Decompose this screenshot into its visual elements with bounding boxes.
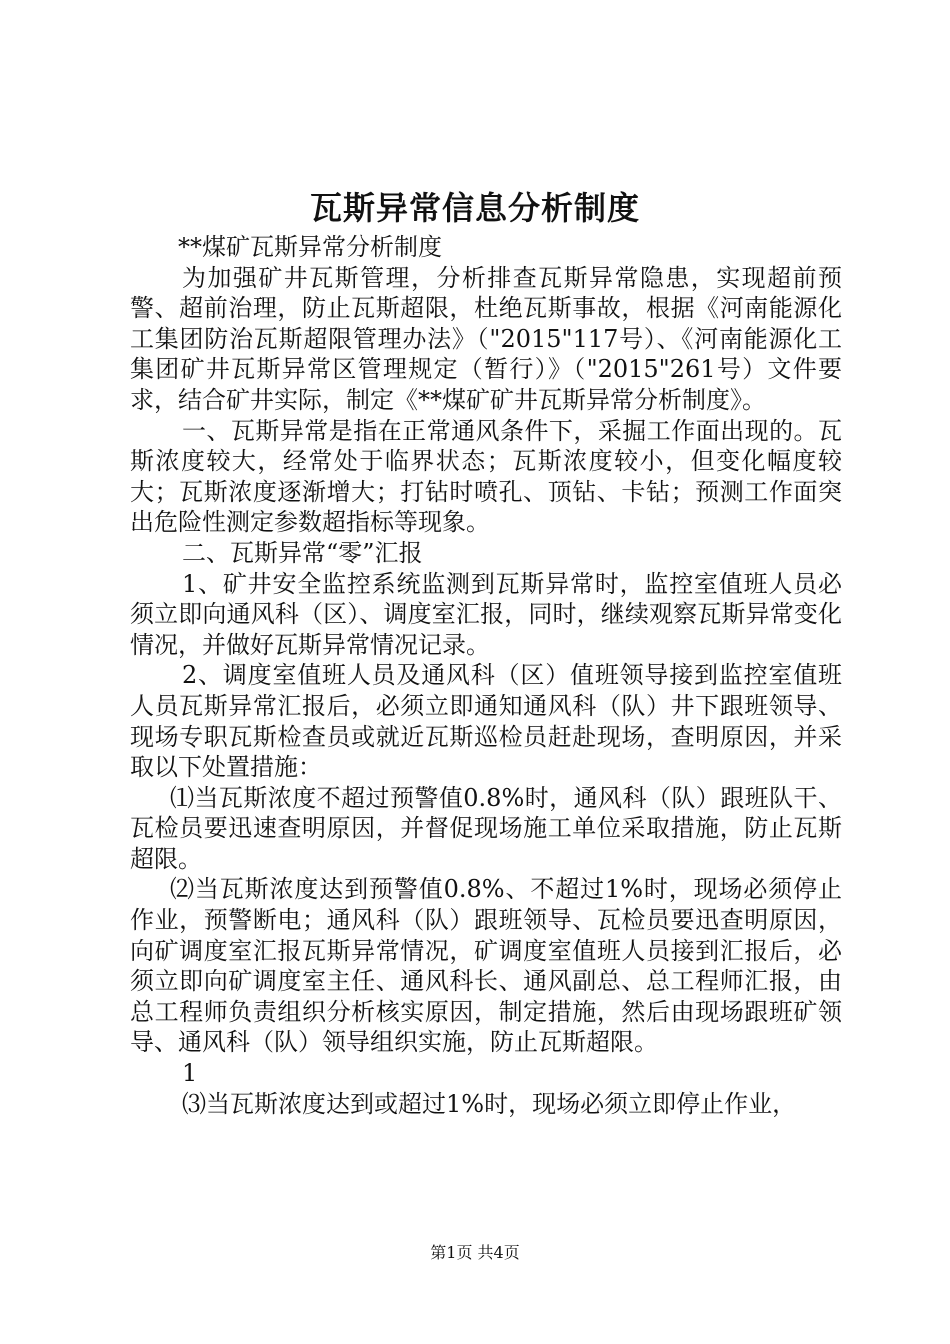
paragraph-subtitle: **煤矿瓦斯异常分析制度 bbox=[178, 233, 442, 261]
paragraph-section-1: 一、瓦斯异常是指在正常通风条件下，采掘工作面出现的。瓦斯浓度较大，经常处于临界状态；瓦斯浓度较小，但变化幅度较大；瓦斯浓度逐渐增大；打钻时喷孔、顶钻、卡钻；预测工作面突出危险性测定参数超指标等现象。 bbox=[130, 416, 842, 537]
paragraph-measure-2: ⑵当瓦斯浓度达到预警值0.8%、不超过1%时，现场必须停止作业，预警断电；通风科（队）跟班领导、瓦检员要迅查明原因，向矿调度室汇报瓦斯异常情况，矿调度室值班人员接到汇报后，必须立即向矿调度室主任、通风科长、通风副总、总工程师汇报，由总工程师负责组织分析核实原因，制定措施，然后由现场跟班矿领导、通风科（队）领导组织实施，防止瓦斯超限。 bbox=[130, 875, 842, 1057]
paragraph-section-2-heading: 二、瓦斯异常“零”汇报 bbox=[182, 538, 423, 567]
paragraph-intro: 为加强矿井瓦斯管理，分析排查瓦斯异常隐患，实现超前预警、超前治理，防止瓦斯超限，杜绝瓦斯事故，根据《河南能源化工集团防治瓦斯超限管理办法》（"2015"117号）、《河南能源化工集团矿井瓦斯异常区管理规定（暂行）》（"2015"261号）文件要求，结合矿井实际，制定《**煤矿矿井瓦斯异常分析制度》。 bbox=[130, 263, 842, 414]
paragraph-measure-1: ⑴当瓦斯浓度不超过预警值0.8%时，通风科（队）跟班队干、瓦检员要迅速查明原因，并督促现场施工单位采取措施，防止瓦斯超限。 bbox=[130, 783, 842, 873]
page-number-inline: 1 bbox=[182, 1059, 198, 1088]
paragraph-item-2: 2、调度室值班人员及通风科（区）值班领导接到监控室值班人员瓦斯异常汇报后，必须立即通知通风科（队）井下跟班领导、现场专职瓦斯检查员或就近瓦斯巡检员赶赴现场，查明原因，并采取以下处置措施： bbox=[130, 661, 842, 782]
paragraph-item-1: 1、矿井安全监控系统监测到瓦斯异常时，监控室值班人员必须立即向通风科（区）、调度室汇报，同时，继续观察瓦斯异常变化情况，并做好瓦斯异常情况记录。 bbox=[130, 569, 842, 659]
document-body bbox=[130, 232, 842, 1119]
page-footer: 第1页 共4页 bbox=[430, 1243, 520, 1262]
paragraph-measure-3: ⑶当瓦斯浓度达到或超过1%时，现场必须立即停止作业， bbox=[182, 1089, 797, 1118]
document-title: 瓦斯异常信息分析制度 bbox=[309, 189, 640, 227]
